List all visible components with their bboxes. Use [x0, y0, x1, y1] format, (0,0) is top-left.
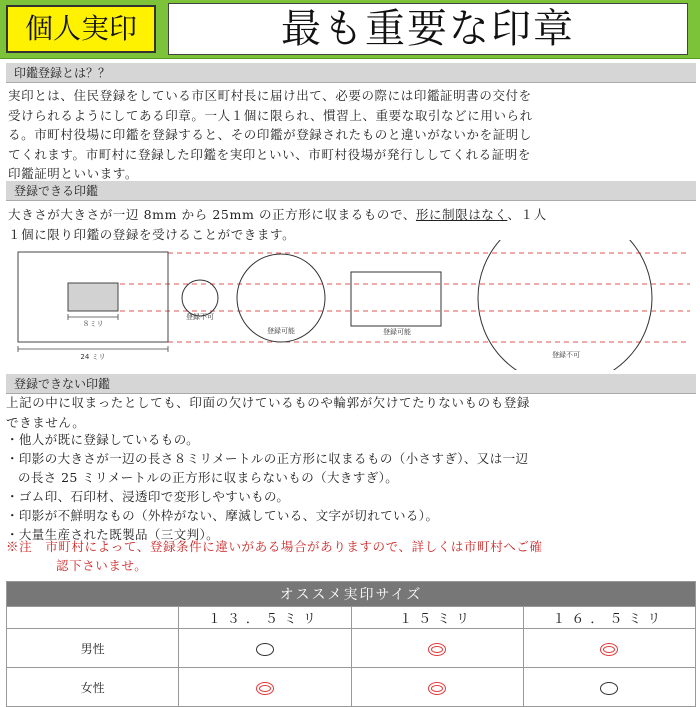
label-mid-circle: 登録可能: [267, 327, 295, 335]
single-ring-icon: [600, 682, 618, 695]
what-line: る。市町村役場に印鑑を登録すると、その印鑑が登録されたものと違いがないかを証明し: [8, 127, 533, 142]
label-8mm: ８ミリ: [82, 320, 104, 328]
list-item: の長さ 25 ミリメートルの正方形に収まらないもの（大きすぎ）。: [18, 470, 399, 485]
label-square: 登録可能: [383, 328, 411, 336]
not-allowed-intro: [6, 393, 688, 432]
table-row: [7, 629, 696, 668]
section-title-what: 印鑑登録とは？？: [6, 63, 696, 83]
double-ring-icon: [428, 643, 446, 656]
table-title: オススメ実印サイズ: [7, 582, 696, 607]
double-ring-icon: [428, 682, 446, 695]
list-item: ・印影の大きさが一辺の長さ８ミリメートルの正方形に収まるもの（小さすぎ）、又は一辺: [6, 451, 529, 466]
single-ring-icon: [256, 643, 274, 656]
list-item: ・大量生産された既製品（三文判）。: [6, 527, 220, 542]
double-ring-icon: [256, 682, 274, 695]
label-large-circle: 登録不可: [552, 351, 580, 359]
column-header: １５ミリ: [351, 607, 523, 629]
note-line: ※注 市町村によって、登録条件に違いがある場合がありますので、詳しくは市町村へご確: [6, 539, 543, 554]
label-small-circle: 登録不可: [186, 313, 214, 321]
table-row: [7, 668, 696, 707]
row-label-male: 男性: [7, 629, 179, 668]
allowed-text: 大きさが大きさが一辺 8mm から 25mm の正方形に収まるもので、: [8, 207, 416, 222]
inner-square-8mm: [68, 283, 118, 311]
seal-size-diagram: [0, 240, 700, 370]
caution-note: [6, 537, 696, 575]
header-banner: [0, 0, 700, 59]
allowed-line-1: [8, 205, 690, 225]
list-item: ・他人が既に登録しているもの。: [6, 432, 200, 447]
column-header: １３．５ミリ: [179, 607, 351, 629]
row-label-female: 女性: [7, 668, 179, 707]
list-item: ・印影が不鮮明なもの（外枠がない、摩滅している、文字が切れている）。: [6, 508, 439, 523]
note-line: 認下さいませ。: [56, 558, 148, 573]
allowed-line-2: １個に限り印鑑の登録を受けることができます。: [8, 226, 296, 242]
category-badge: 個人実印: [6, 5, 156, 53]
not-allowed-list: [6, 430, 696, 544]
what-paragraph: [8, 86, 690, 184]
section-title-not-allowed: 登録できない印鑑: [6, 374, 696, 394]
section-title-allowed: 登録できる印鑑: [6, 181, 696, 201]
allowed-paragraph: [8, 205, 690, 244]
intro-line: 上記の中に収まったとしても、印面の欠けているものや輪郭が欠けてたりないものも登録: [6, 395, 531, 410]
what-line: 印鑑証明といいます。: [8, 166, 139, 181]
intro-line: できません。: [6, 414, 86, 430]
small-circle-seal: [182, 280, 218, 316]
what-line: 受けられるようにしてある印章。一人１個に限られ、慣習上、重要な取引などに用いられ: [8, 107, 533, 123]
no-shape-limit-text: 形に制限はなく: [415, 207, 508, 222]
recommended-size-table: [6, 581, 696, 707]
what-line: てくれます。市町村に登録した印鑑を実印といい、市町村役場が発行ししてくれる証明を: [8, 146, 532, 162]
square-seal: [351, 272, 441, 326]
table-corner: [7, 607, 179, 629]
what-line: 実印とは、住民登録をしている市区町村長に届け出て、必要の際には印鑑証明書の交付を: [8, 88, 532, 103]
label-24mm: 24 ミリ: [80, 353, 106, 361]
page-headline: 最も重要な印章: [168, 3, 688, 55]
list-item: ・ゴム印、石印材、浸透印で変形しやすいもの。: [6, 489, 290, 504]
column-header: １６．５ミリ: [523, 607, 695, 629]
double-ring-icon: [600, 643, 618, 656]
allowed-text: 、１人: [507, 207, 547, 222]
